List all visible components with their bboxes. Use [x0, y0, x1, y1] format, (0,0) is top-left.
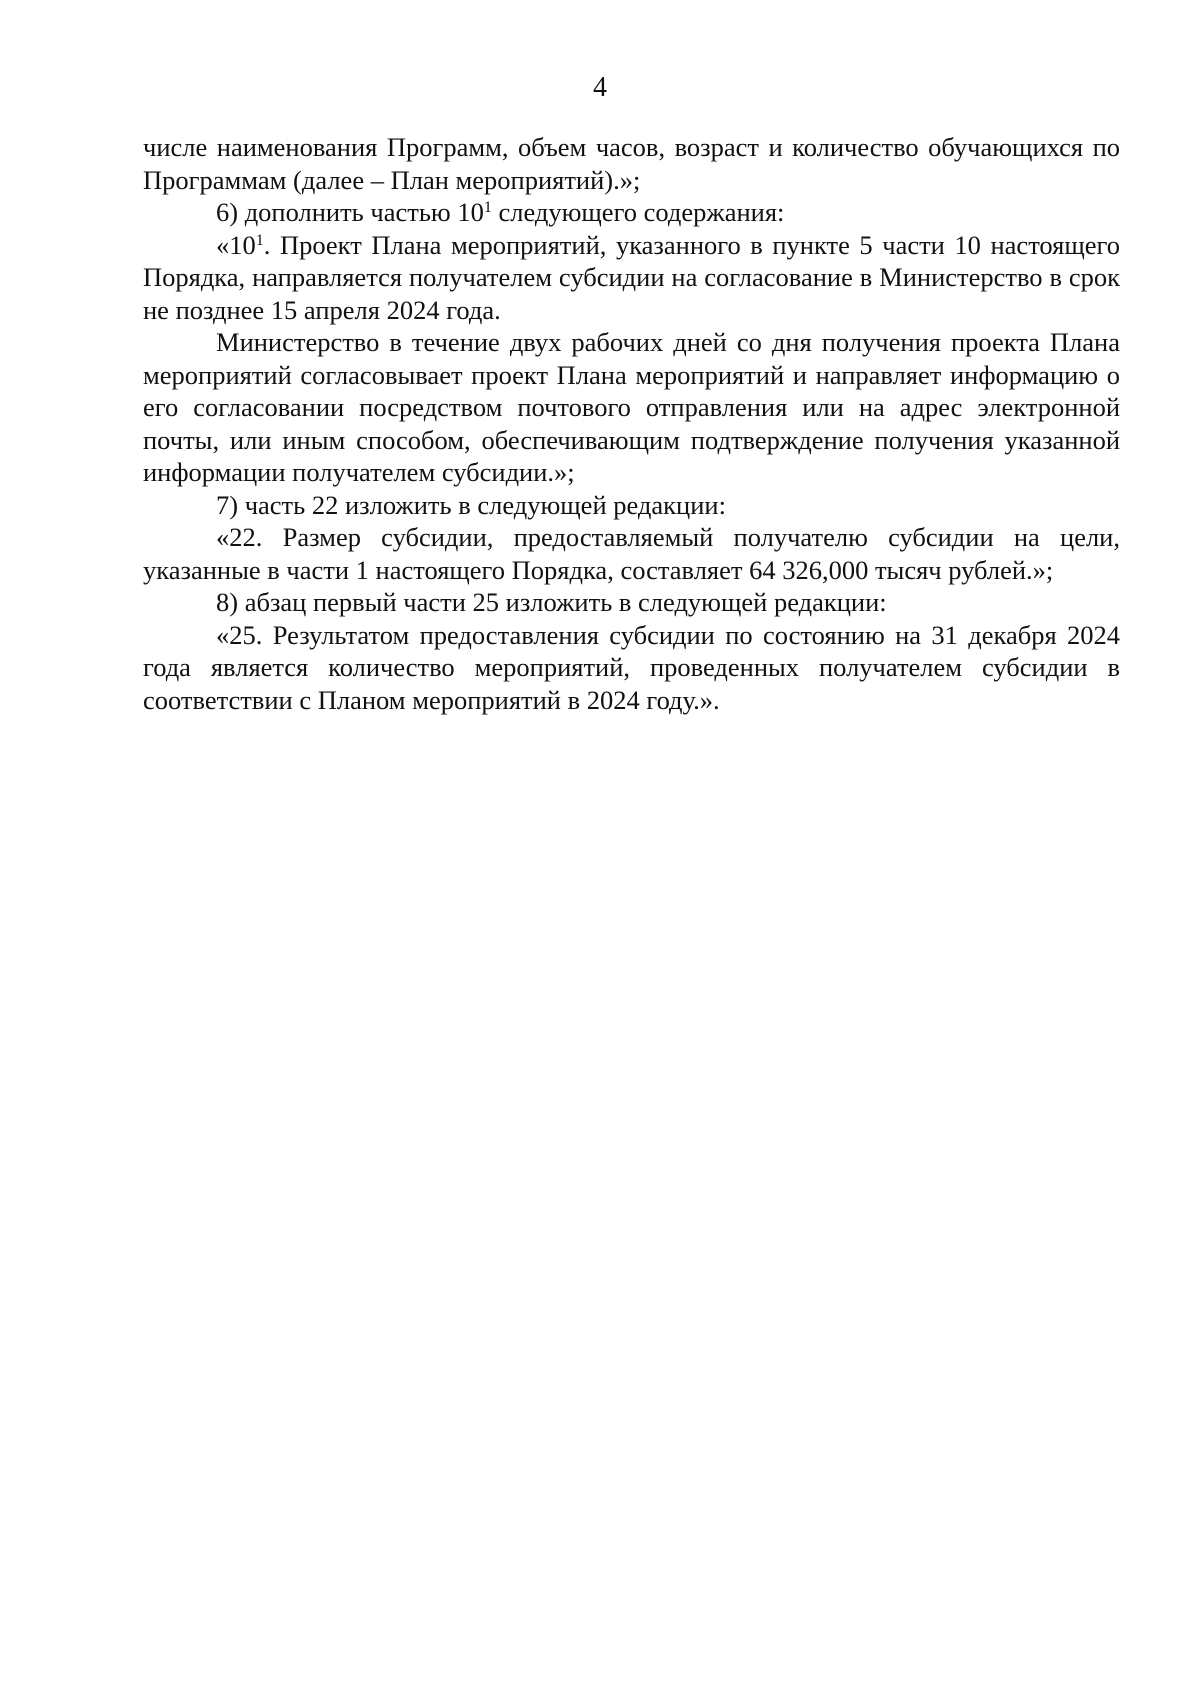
paragraph-part-10-1 [143, 229, 1120, 327]
part-10-1-superscript: 1 [255, 231, 264, 249]
paragraph-part-22: «22. Размер субсидии, предоставляемый получателю субсидии на цели, указанные в части 1 настоящего Порядка, составляет 64 326,000 тысяч рублей.»; [143, 522, 1120, 585]
paragraph-continuation: числе наименования Программ, объем часов, возраст и количество обучающихся по Программам (далее – План мероприятий).»; [143, 132, 1120, 195]
paragraph-item-6 [143, 196, 1120, 229]
paragraph-item-7: 7) часть 22 изложить в следующей редакции: [216, 489, 726, 520]
page-number: 4 [593, 72, 607, 103]
item-6-superscript: 1 [483, 199, 492, 217]
part-10-1-text: «10 [216, 229, 256, 260]
document-body [143, 131, 1120, 716]
item-6-text: 6) дополнить частью 10 [216, 197, 484, 227]
item-6-text-end: следующего содержания: [491, 197, 785, 227]
paragraph-part-25: «25. Результатом предоставления субсидии по состоянию на 31 декабря 2024 года является количество мероприятий, проведенных получателем субсидии в соответствии с Планом мероприятий в 2024 году.». [143, 619, 1120, 715]
part-10-1-text-end: . Проект Плана мероприятий, указанного в пункте 5 части 10 настоящего Порядка, направляется получателем субсидии на согласование в Министерство в срок не позднее 15 апреля 2024 года. [143, 229, 1120, 325]
paragraph-ministry-approval: Министерство в течение двух рабочих дней со дня получения проекта Плана мероприятий согласовывает проект Плана мероприятий и направляет информацию о его согласовании посредством почтового отправления или на адрес электронной почты, или иным способом, обеспечивающим подтверждение получения указанной информации получателем субсидии.»; [143, 327, 1120, 487]
paragraph-item-8: 8) абзац первый части 25 изложить в следующей редакции: [216, 587, 887, 617]
